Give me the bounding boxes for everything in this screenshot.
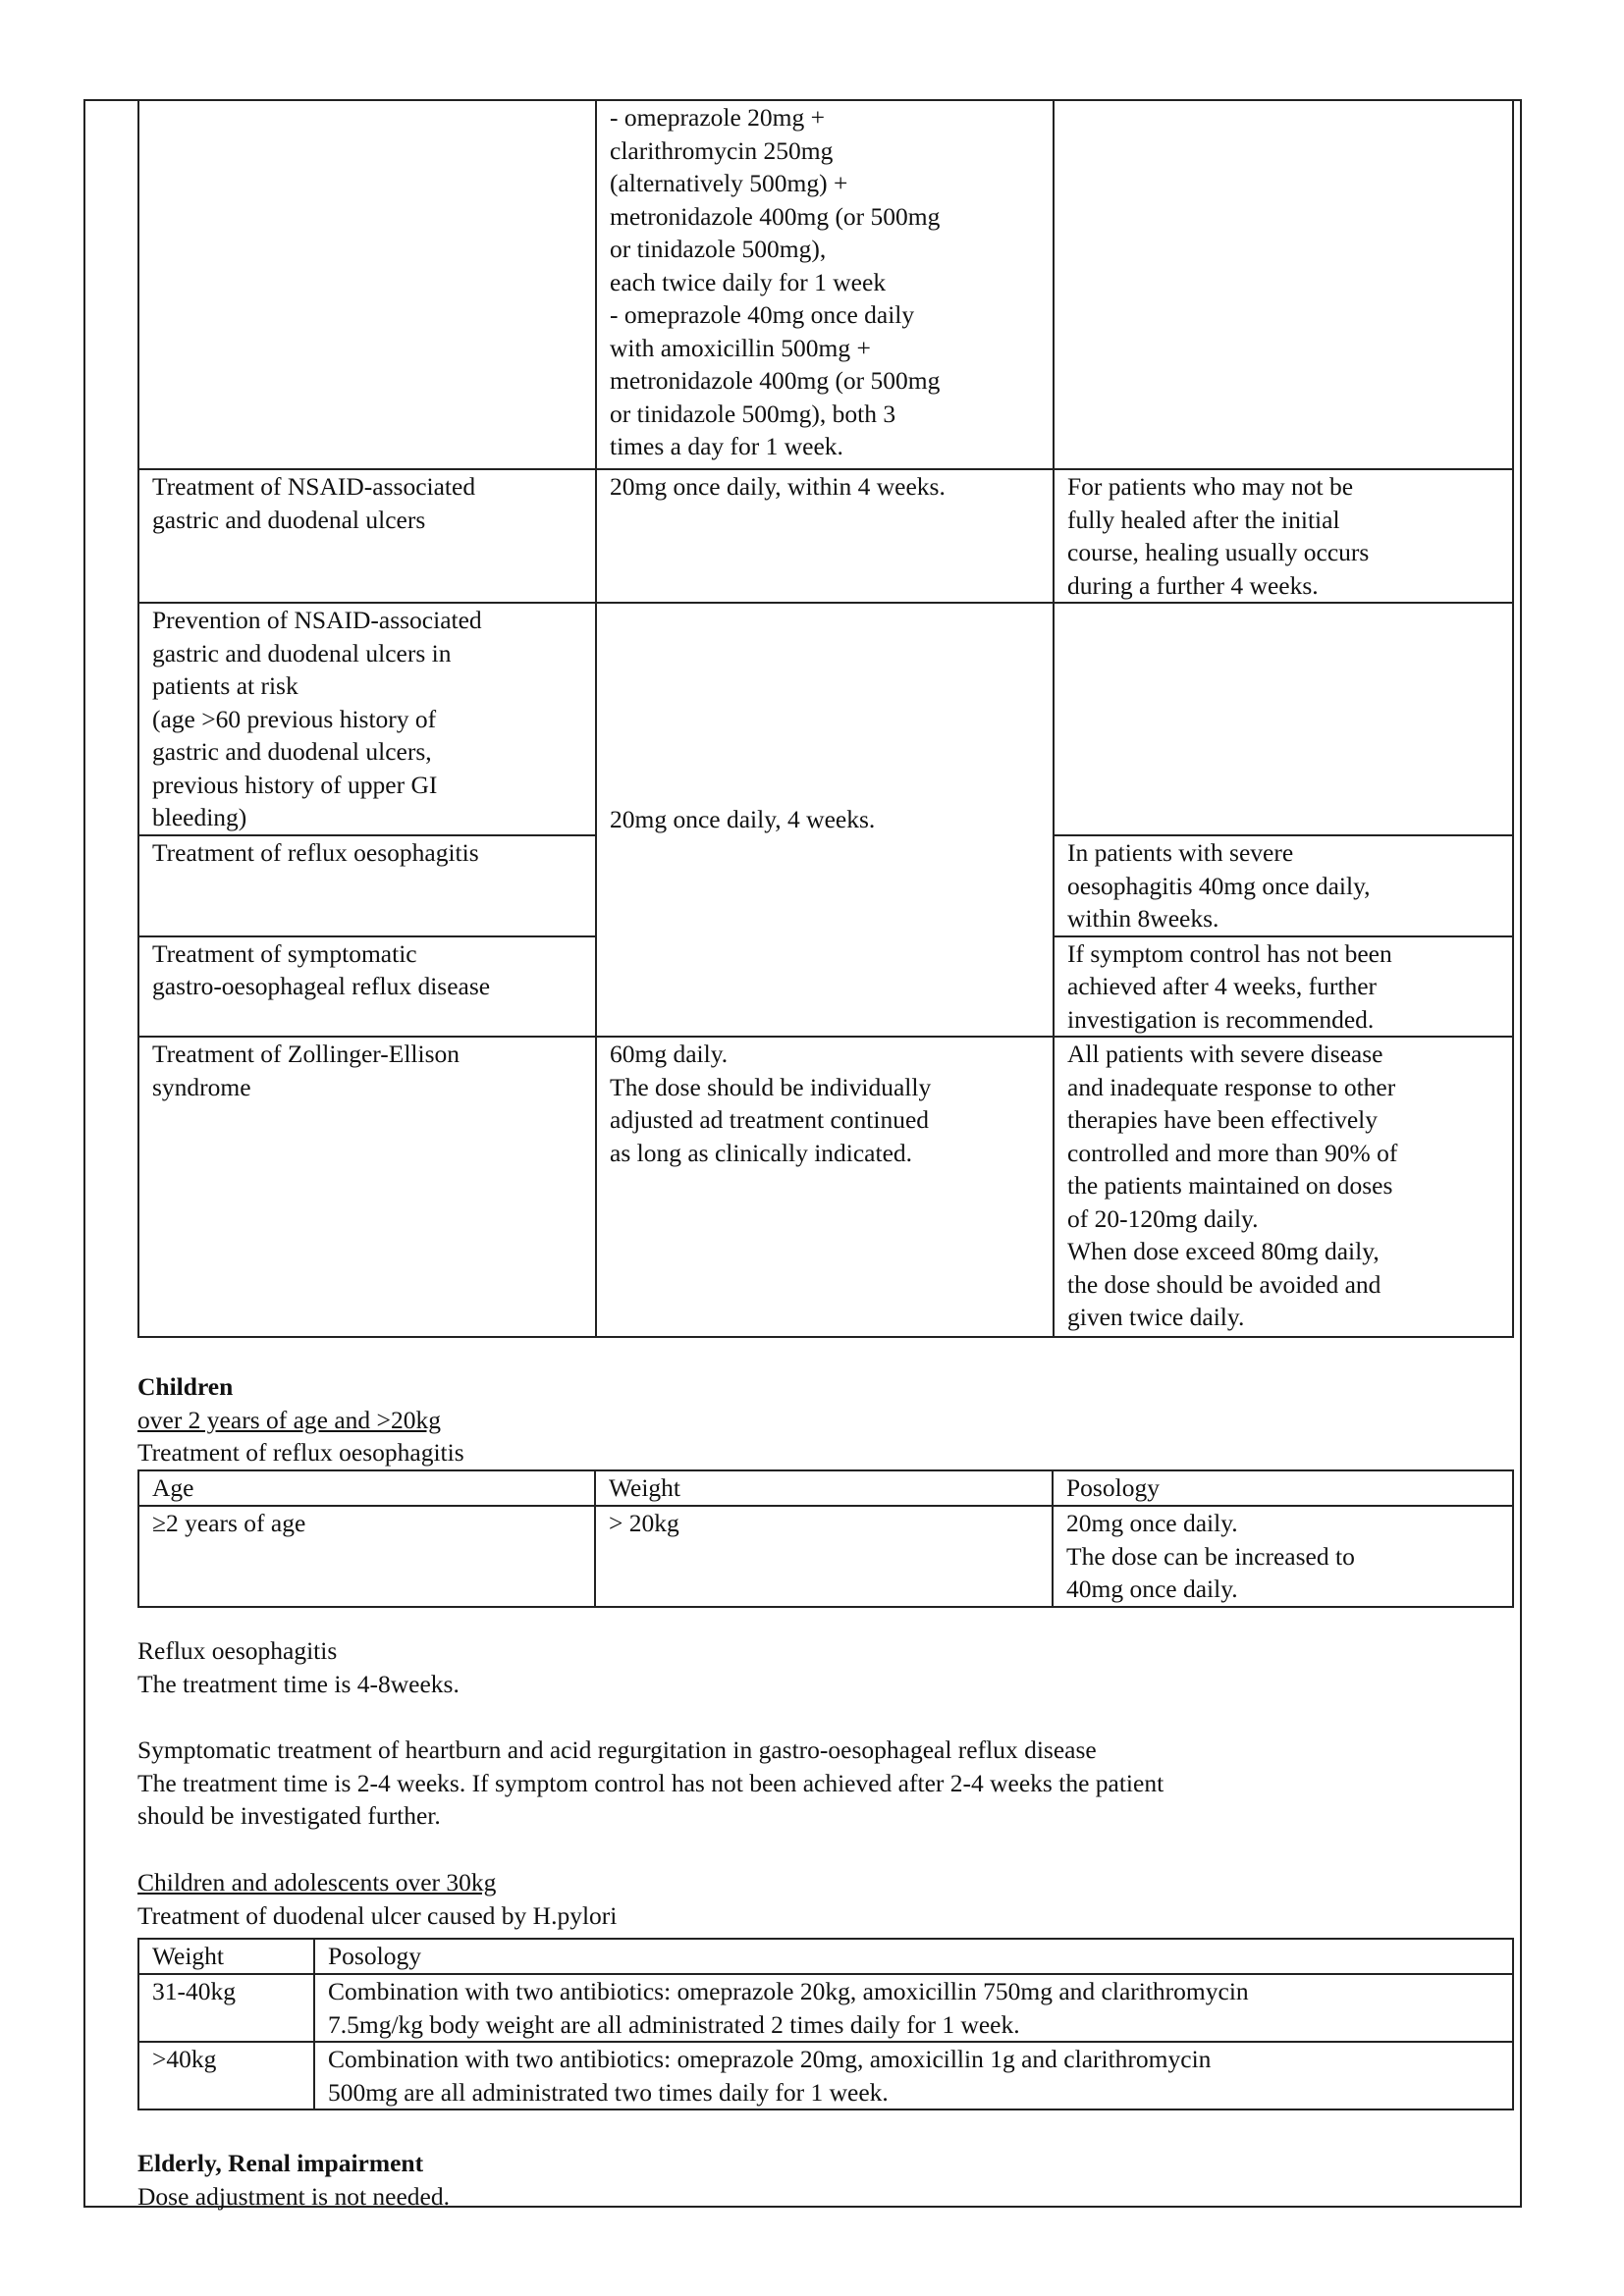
text-line: The dose can be increased to [1066,1541,1355,1571]
text-line: oesophagitis 40mg once daily, [1067,871,1371,900]
text-line: When dose exceed 80mg daily, [1067,1237,1380,1265]
text-line: gastric and duodenal ulcers in [152,638,452,667]
paragraph-text: The treatment time is 4-8weeks. [137,1669,460,1698]
indication-cell [138,936,596,1038]
text-line: All patients with severe disease [1067,1040,1383,1068]
section-heading: Elderly, Renal impairment [137,2149,424,2177]
column-header: Posology [314,1939,1513,1974]
text-line: syndrome [152,1072,251,1101]
adolescents-section [137,1866,617,1932]
paragraph-text: The treatment time is 2-4 weeks. If symptom control has not been achieved after 2-4 weeks the patient [137,1768,1164,1797]
posology-cell [314,1974,1513,2042]
text-line: the dose should be avoided and [1067,1269,1381,1299]
text-line: In patients with severe [1067,838,1294,867]
text-line: Treatment of Zollinger-Ellison [152,1040,460,1068]
subheading: Children and adolescents over 30kg [137,1868,497,1896]
symptomatic-section [137,1734,1164,1833]
paragraph-text: should be investigated further. [137,1801,441,1830]
text-line: within 8weeks. [1067,904,1219,933]
text-line: Prevention of NSAID-associated [152,606,482,634]
text-line: 7.5mg/kg body weight are all administrated 2 times daily for 1 week. [328,2009,1020,2039]
indication-cell [138,603,596,835]
indication-cell [138,469,596,603]
paragraph-title: Reflux oesophagitis [137,1636,338,1665]
text-line: course, healing usually occurs [1067,538,1370,566]
text-line: The dose should be individually [610,1072,932,1101]
comment-cell [1054,469,1513,603]
dose-cell [596,1037,1054,1337]
text-line: (age >60 previous history of [152,704,437,733]
table-row [138,1506,1513,1607]
reflux-section [137,1634,460,1700]
text-line: 20mg once daily, within 4 weeks. [610,472,946,501]
weight-cell: >40kg [138,2042,314,2109]
text-line: gastric and duodenal ulcers, [152,737,432,766]
text-line: patients at risk [152,671,298,700]
text-line: adjusted ad treatment continued [610,1105,930,1134]
children-table [137,1469,1514,1608]
text-line: metronidazole 400mg (or 500mg [610,366,941,395]
text-line: 60mg daily. [610,1040,729,1068]
text-line: For patients who may not be [1067,472,1354,501]
indication-cell [138,835,596,936]
text-line: achieved after 4 weeks, further [1067,972,1378,1000]
paragraph-title: Symptomatic treatment of heartburn and acid regurgitation in gastro-oesophageal reflux disease [137,1735,1097,1764]
column-header: Age [138,1470,595,1506]
dose-cell [596,100,1054,469]
table-header-row [138,1470,1513,1506]
subheading: over 2 years of age and >20kg [137,1405,441,1434]
children-section [137,1370,464,1469]
text-line: Combination with two antibiotics: omeprazole 20kg, amoxicillin 750mg and clarithromycin [328,1977,1249,2005]
comment-cell [1054,1037,1513,1337]
text-line: or tinidazole 500mg), [610,235,827,263]
table-row [138,1974,1513,2042]
weight-cell: > 20kg [595,1506,1053,1607]
text-line: gastro-oesophageal reflux disease [152,972,491,1000]
indication-cell [138,100,596,469]
merged-dose-cell [596,603,1054,1037]
column-header: Posology [1053,1470,1513,1506]
text-line: of 20-120mg daily. [1067,1203,1259,1233]
text-line: and inadequate response to other [1067,1072,1396,1101]
posology-cell [314,2042,1513,2109]
text-line: times a day for 1 week. [610,432,843,460]
column-header: Weight [595,1470,1053,1506]
dosage-table [137,99,1514,1338]
text-line: Combination with two antibiotics: omeprazole 20mg, amoxicillin 1g and clarithromycin [328,2045,1212,2073]
text-line: investigation is recommended. [1067,1004,1375,1034]
table-header-row [138,1939,1513,1974]
text-line: as long as clinically indicated. [610,1138,913,1167]
table-row [138,469,1513,603]
text-line: 20mg once daily, 4 weeks. [610,805,876,834]
table-caption: Treatment of duodenal ulcer caused by H.pylori [137,1900,618,1930]
text-line: the patients maintained on doses [1067,1171,1393,1200]
table-row [138,1037,1513,1337]
text-line: If symptom control has not been [1067,938,1392,968]
table-row [138,2042,1513,2109]
text-line: each twice daily for 1 week [610,267,887,296]
table-row [138,603,1513,835]
weight-cell: 31-40kg [138,1974,314,2042]
table-caption: Treatment of reflux oesophagitis [137,1438,464,1467]
text-line: clarithromycin 250mg [610,135,834,165]
text-line: or tinidazole 500mg), both 3 [610,399,896,428]
text-line: bleeding) [152,803,247,831]
text-line: - omeprazole 40mg once daily [610,300,915,329]
text-line: during a further 4 weeks. [1067,570,1319,600]
posology-cell [1053,1506,1513,1607]
text-line: with amoxicillin 500mg + [610,333,871,362]
section-heading: Children [137,1372,234,1401]
text-line: metronidazole 400mg (or 500mg [610,201,941,231]
elderly-section [137,2147,450,2213]
text-line: gastric and duodenal ulcers [152,505,426,534]
text-line: controlled and more than 90% of [1067,1138,1398,1167]
text-line: 500mg are all administrated two times daily for 1 week. [328,2077,889,2107]
text-line: therapies have been effectively [1067,1105,1378,1134]
indication-cell [138,1037,596,1337]
text-line: Treatment of reflux oesophagitis [152,838,479,867]
comment-cell [1054,936,1513,1038]
adolescents-table [137,1938,1514,2110]
text-line: 20mg once daily. [1066,1509,1238,1537]
text-line: fully healed after the initial [1067,505,1340,534]
text-line: previous history of upper GI [152,770,438,799]
text-line: 40mg once daily. [1066,1575,1238,1603]
comment-cell [1054,835,1513,936]
column-header: Weight [138,1939,314,1974]
dose-cell [596,469,1054,603]
text-line: given twice daily. [1067,1303,1245,1331]
text-line: (alternatively 500mg) + [610,169,848,197]
text-line: Treatment of symptomatic [152,938,417,968]
table-row [138,100,1513,469]
comment-cell [1054,603,1513,835]
text-line: - omeprazole 20mg + [610,103,826,132]
paragraph-text: Dose adjustment is not needed. [137,2181,450,2211]
age-cell: ≥2 years of age [138,1506,595,1607]
text-line: Treatment of NSAID-associated [152,472,476,501]
comment-cell [1054,100,1513,469]
